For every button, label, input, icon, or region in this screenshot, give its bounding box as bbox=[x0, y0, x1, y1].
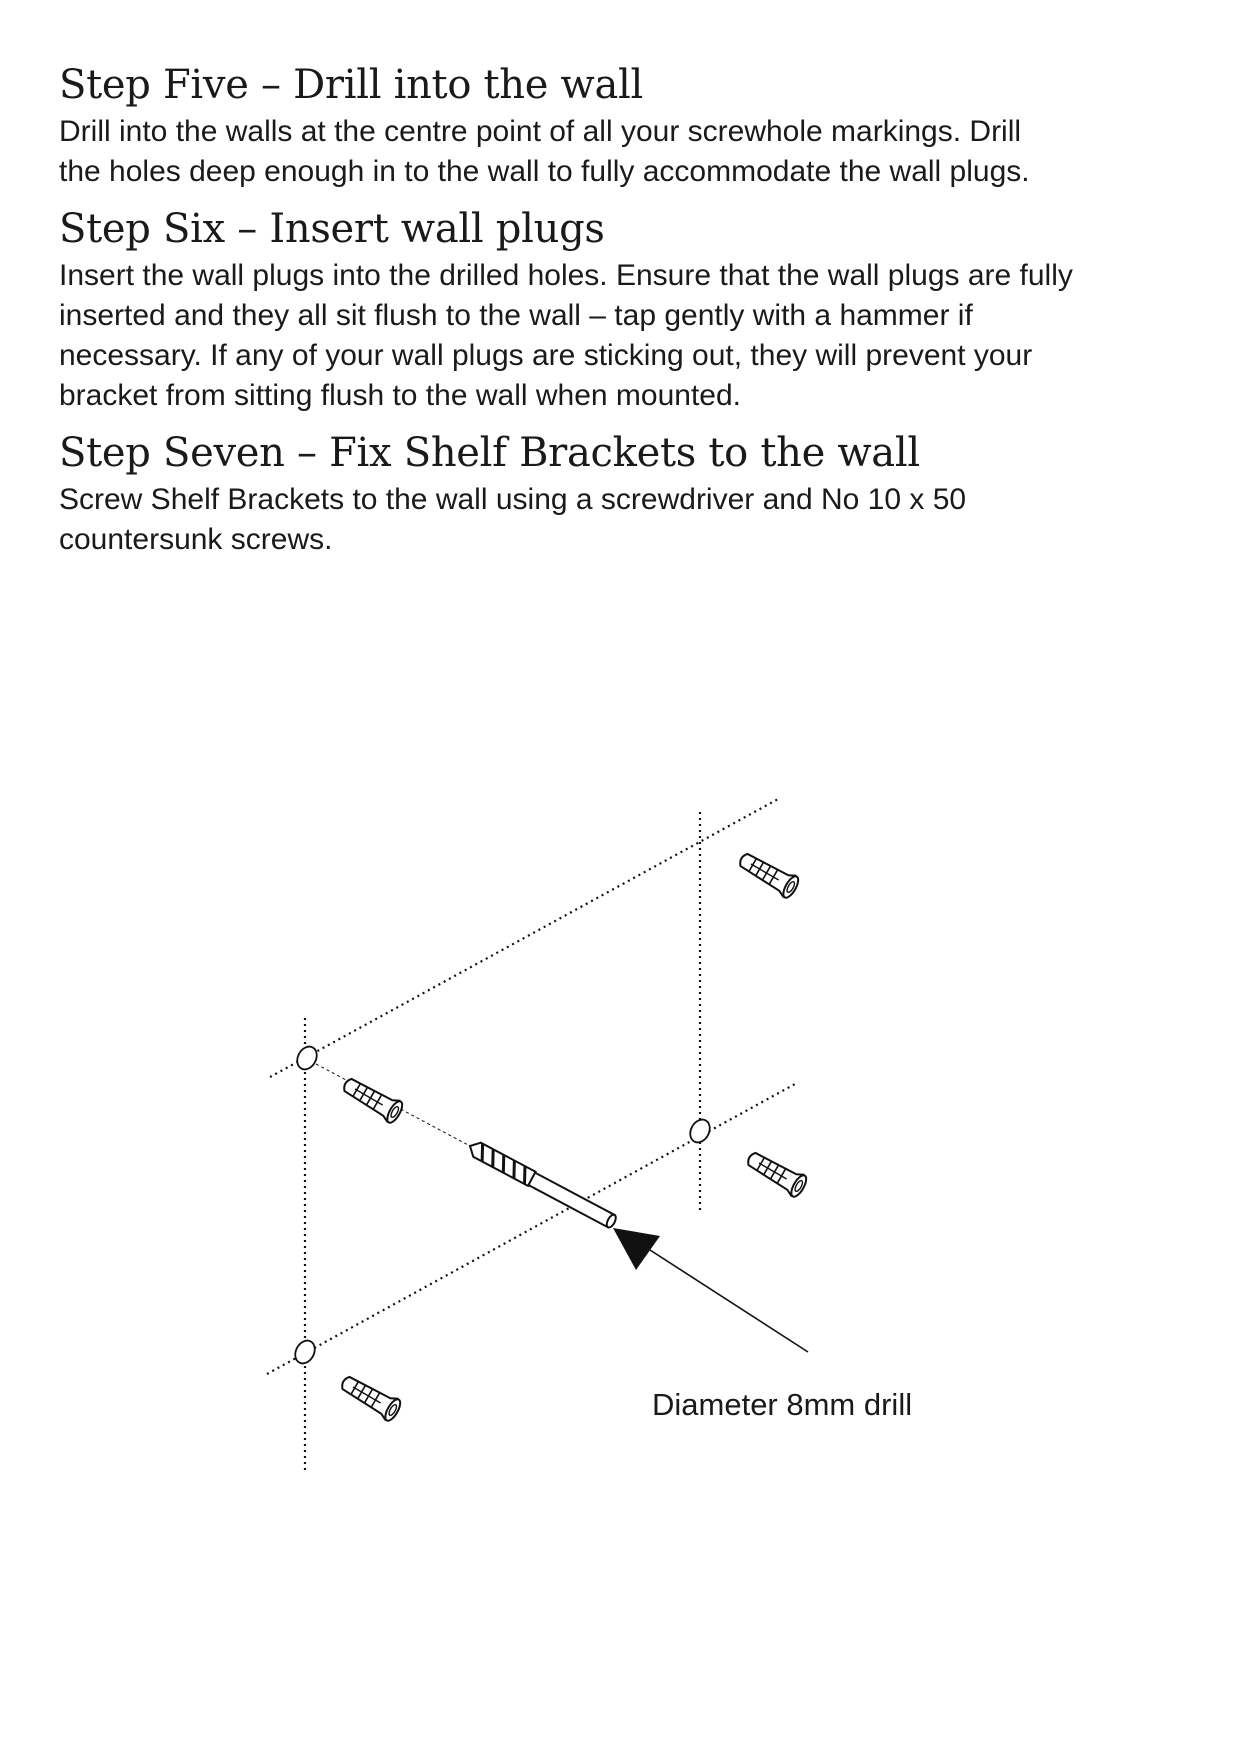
step-seven-line: Screw Shelf Brackets to the wall using a screwdriver and No 10 x 50 bbox=[59, 483, 967, 516]
step-seven-heading: Step Seven – Fix Shelf Brackets to the wall bbox=[59, 430, 920, 476]
step-six-heading: Step Six – Insert wall plugs bbox=[59, 206, 605, 252]
guide-lines bbox=[267, 798, 795, 1470]
wall-plug-mid-right bbox=[743, 1147, 809, 1199]
step-seven bbox=[59, 426, 1199, 560]
wall-plug-top-right bbox=[735, 848, 801, 900]
wall-plugs bbox=[337, 848, 809, 1423]
screwhole-mid-right bbox=[686, 1116, 713, 1146]
step-five-text bbox=[59, 112, 1199, 192]
upper-horizontal-guide bbox=[270, 798, 780, 1077]
lower-horizontal-guide bbox=[267, 1084, 795, 1374]
step-six-line: inserted and they all sit flush to the wall – tap gently with a hammer if bbox=[59, 299, 973, 332]
step-six-line: bracket from sitting flush to the wall when mounted. bbox=[59, 379, 742, 412]
wall-plug-bottom-left bbox=[337, 1371, 403, 1423]
instructions bbox=[59, 58, 1199, 570]
screwhole-top-left bbox=[293, 1043, 320, 1073]
drill-diagram bbox=[0, 780, 1241, 1500]
wall-plug-top-left bbox=[339, 1073, 405, 1125]
step-five-heading: Step Five – Drill into the wall bbox=[59, 62, 644, 108]
step-seven-line: countersunk screws. bbox=[59, 523, 333, 556]
step-six-text bbox=[59, 256, 1199, 416]
step-seven-text bbox=[59, 480, 1199, 560]
step-six bbox=[59, 202, 1199, 416]
screwhole-bottom-left bbox=[291, 1337, 318, 1367]
step-six-line: Insert the wall plugs into the drilled holes. Ensure that the wall plugs are fully bbox=[59, 259, 1073, 292]
drill-bit bbox=[466, 1139, 618, 1230]
step-five-line: the holes deep enough in to the wall to fully accommodate the wall plugs. bbox=[59, 155, 1030, 188]
step-six-line: necessary. If any of your wall plugs are sticking out, they will prevent your bbox=[59, 339, 1033, 372]
pointer-arrow bbox=[613, 1228, 808, 1352]
step-five-line: Drill into the walls at the centre point of all your screwhole markings. Drill bbox=[59, 115, 1022, 148]
step-five bbox=[59, 58, 1199, 192]
drill-diameter-label: Diameter 8mm drill bbox=[652, 1387, 913, 1422]
